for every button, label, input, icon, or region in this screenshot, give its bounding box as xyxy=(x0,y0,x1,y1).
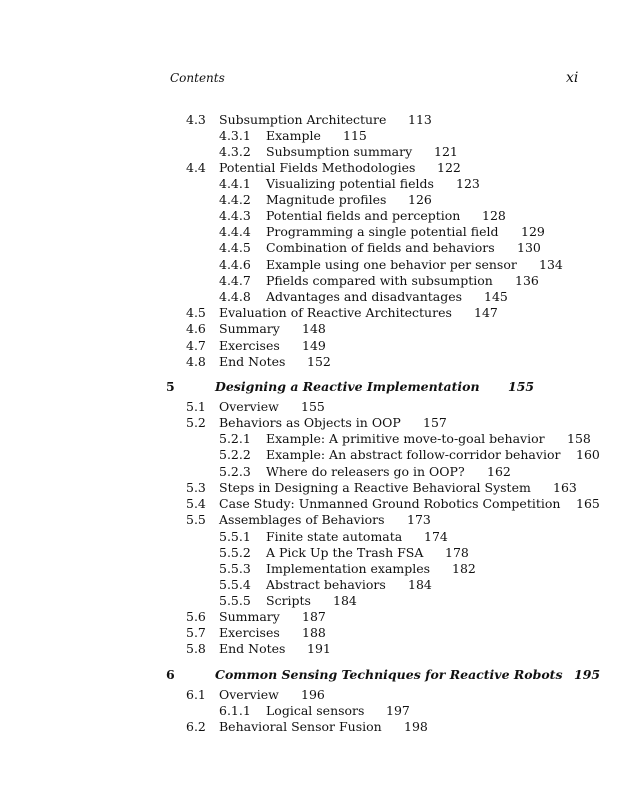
toc-entry-page: 147 xyxy=(474,305,498,320)
toc-entry-title: Combination of fields and behaviors xyxy=(266,240,495,255)
toc-entry-title: Visualizing potential fields xyxy=(266,176,434,191)
toc-entry-page: 158 xyxy=(567,431,591,446)
toc-entry-page: 134 xyxy=(539,257,563,272)
toc-entry-page: 113 xyxy=(408,112,432,127)
toc-entry-page: 121 xyxy=(434,144,458,159)
toc-entry-title: Exercises xyxy=(219,338,280,353)
toc-entry-page: 130 xyxy=(517,240,541,255)
toc-entry-number: 4.4 xyxy=(186,160,206,175)
toc-entry-title: Overview xyxy=(219,687,279,702)
toc-entry-number: 6 xyxy=(166,667,175,682)
toc-entry-number: 4.6 xyxy=(186,321,206,336)
toc-entry-title: Scripts xyxy=(266,593,311,608)
toc-entry-title: Behaviors as Objects in OOP xyxy=(219,415,401,430)
toc-entry-page: 129 xyxy=(521,224,545,239)
toc-entry-title: Finite state automata xyxy=(266,529,403,544)
toc-entry-title: Subsumption summary xyxy=(266,144,413,159)
toc-entry-title: Exercises xyxy=(219,625,280,640)
toc-entry-number: 5.2.2 xyxy=(219,447,251,462)
toc-entry-number: 5.5 xyxy=(186,512,206,527)
toc-entry-page: 163 xyxy=(553,480,577,495)
toc-entry-number: 4.4.7 xyxy=(219,273,251,288)
toc-entry-number: 5.5.2 xyxy=(219,545,251,560)
toc-entry-page: 173 xyxy=(407,512,431,527)
toc-entry-number: 6.2 xyxy=(186,719,206,734)
toc-entry-title: Potential Fields Methodologies xyxy=(219,160,416,175)
toc-entry-title: Example xyxy=(266,128,321,143)
toc-entry-title: Subsumption Architecture xyxy=(219,112,387,127)
toc-entry-title: Summary xyxy=(219,609,280,624)
toc-entry-title: Example using one behavior per sensor xyxy=(266,257,517,272)
toc-entry-title: Designing a Reactive Implementation xyxy=(215,379,480,394)
toc-entry-title: Potential fields and perception xyxy=(266,208,461,223)
toc-entry-number: 6.1 xyxy=(186,687,206,702)
toc-entry-page: 184 xyxy=(408,577,432,592)
toc-entry-page: 196 xyxy=(301,687,325,702)
toc-entry-number: 5 xyxy=(166,379,175,394)
toc-entry-page: 152 xyxy=(307,354,331,369)
toc-entry-title: Pfields compared with subsumption xyxy=(266,273,493,288)
toc-entry-title: Programming a single potential field xyxy=(266,224,499,239)
toc-entry-page: 197 xyxy=(386,703,410,718)
toc-entry-number: 5.2.1 xyxy=(219,431,251,446)
toc-entry-number: 4.4.8 xyxy=(219,289,251,304)
toc-entry-page: 187 xyxy=(302,609,326,624)
toc-entry-title: Common Sensing Techniques for Reactive Robots xyxy=(215,667,563,682)
toc-entry-title: Evaluation of Reactive Architectures xyxy=(219,305,452,320)
toc-entry-number: 4.7 xyxy=(186,338,206,353)
toc-entry-number: 4.5 xyxy=(186,305,206,320)
toc-entry-page: 182 xyxy=(452,561,476,576)
toc-entry-page: 191 xyxy=(307,641,331,656)
toc-entry-page: 198 xyxy=(404,719,428,734)
page-number: xi xyxy=(566,70,579,86)
toc-entry-title: End Notes xyxy=(219,354,286,369)
toc-entry-page: 157 xyxy=(423,415,447,430)
toc-entry-number: 5.4 xyxy=(186,496,206,511)
toc-entry-number: 4.3.2 xyxy=(219,144,251,159)
toc-entry-title: Example: An abstract follow-corridor behavior xyxy=(266,447,561,462)
toc-entry-page: 178 xyxy=(445,545,469,560)
toc-entry-page: 174 xyxy=(424,529,448,544)
toc-entry-number: 5.3 xyxy=(186,480,206,495)
toc-entry-page: 184 xyxy=(333,593,357,608)
toc-entry-title: Case Study: Unmanned Ground Robotics Competition xyxy=(219,496,561,511)
toc-entry-page: 123 xyxy=(456,176,480,191)
toc-entry-page: 155 xyxy=(508,379,535,394)
toc-entry-number: 6.1.1 xyxy=(219,703,251,718)
toc-entry-number: 4.4.3 xyxy=(219,208,251,223)
toc-entry-title: Where do releasers go in OOP? xyxy=(266,464,465,479)
toc-entry-page: 155 xyxy=(301,399,325,414)
toc-entry-number: 5.5.3 xyxy=(219,561,251,576)
toc-entry-page: 188 xyxy=(302,625,326,640)
toc-entry-page: 195 xyxy=(574,667,601,682)
toc-entry-page: 128 xyxy=(482,208,506,223)
toc-entry-page: 165 xyxy=(576,496,600,511)
toc-entry-number: 5.5.4 xyxy=(219,577,251,592)
toc-entry-page: 149 xyxy=(302,338,326,353)
toc-entry-page: 115 xyxy=(343,128,367,143)
toc-entry-number: 4.4.2 xyxy=(219,192,251,207)
toc-entry-title: Behavioral Sensor Fusion xyxy=(219,719,382,734)
toc-entry-page: 145 xyxy=(484,289,508,304)
running-header-title: Contents xyxy=(170,71,225,85)
toc-entry-page: 122 xyxy=(437,160,461,175)
toc-entry-page: 160 xyxy=(576,447,600,462)
toc-entry-number: 4.8 xyxy=(186,354,206,369)
toc-entry-number: 5.6 xyxy=(186,609,206,624)
toc-entry-title: Advantages and disadvantages xyxy=(266,289,463,304)
toc-entry-title: Assemblages of Behaviors xyxy=(219,512,385,527)
toc-entry-number: 4.4.1 xyxy=(219,176,251,191)
toc-entry-number: 4.3 xyxy=(186,112,206,127)
toc-entry-title: Abstract behaviors xyxy=(266,577,386,592)
toc-entry-number: 4.4.6 xyxy=(219,257,251,272)
toc-entry-number: 5.2 xyxy=(186,415,206,430)
toc-entry-number: 5.1 xyxy=(186,399,206,414)
toc-entry-number: 5.7 xyxy=(186,625,206,640)
toc-entry-number: 5.8 xyxy=(186,641,206,656)
toc-entry-title: Summary xyxy=(219,321,280,336)
toc-entry-page: 162 xyxy=(487,464,511,479)
toc-entry-number: 5.5.5 xyxy=(219,593,251,608)
toc-entry-title: Overview xyxy=(219,399,279,414)
toc-entry-page: 126 xyxy=(408,192,432,207)
toc-entry-title: Steps in Designing a Reactive Behavioral System xyxy=(219,480,531,495)
toc-entry-title: Magnitude profiles xyxy=(266,192,387,207)
toc-entry-title: Logical sensors xyxy=(266,703,365,718)
toc-entry-title: Implementation examples xyxy=(266,561,431,576)
toc-entry-number: 4.4.5 xyxy=(219,240,251,255)
toc-entry-page: 136 xyxy=(515,273,539,288)
toc-entry-number: 5.2.3 xyxy=(219,464,251,479)
toc-entry-number: 5.5.1 xyxy=(219,529,251,544)
toc-entry-title: Example: A primitive move-to-goal behavior xyxy=(266,431,545,446)
toc-entry-title: End Notes xyxy=(219,641,286,656)
toc-entry-number: 4.3.1 xyxy=(219,128,251,143)
toc-entry-title: A Pick Up the Trash FSA xyxy=(266,545,424,560)
toc-entry-page: 148 xyxy=(302,321,326,336)
toc-entry-number: 4.4.4 xyxy=(219,224,251,239)
